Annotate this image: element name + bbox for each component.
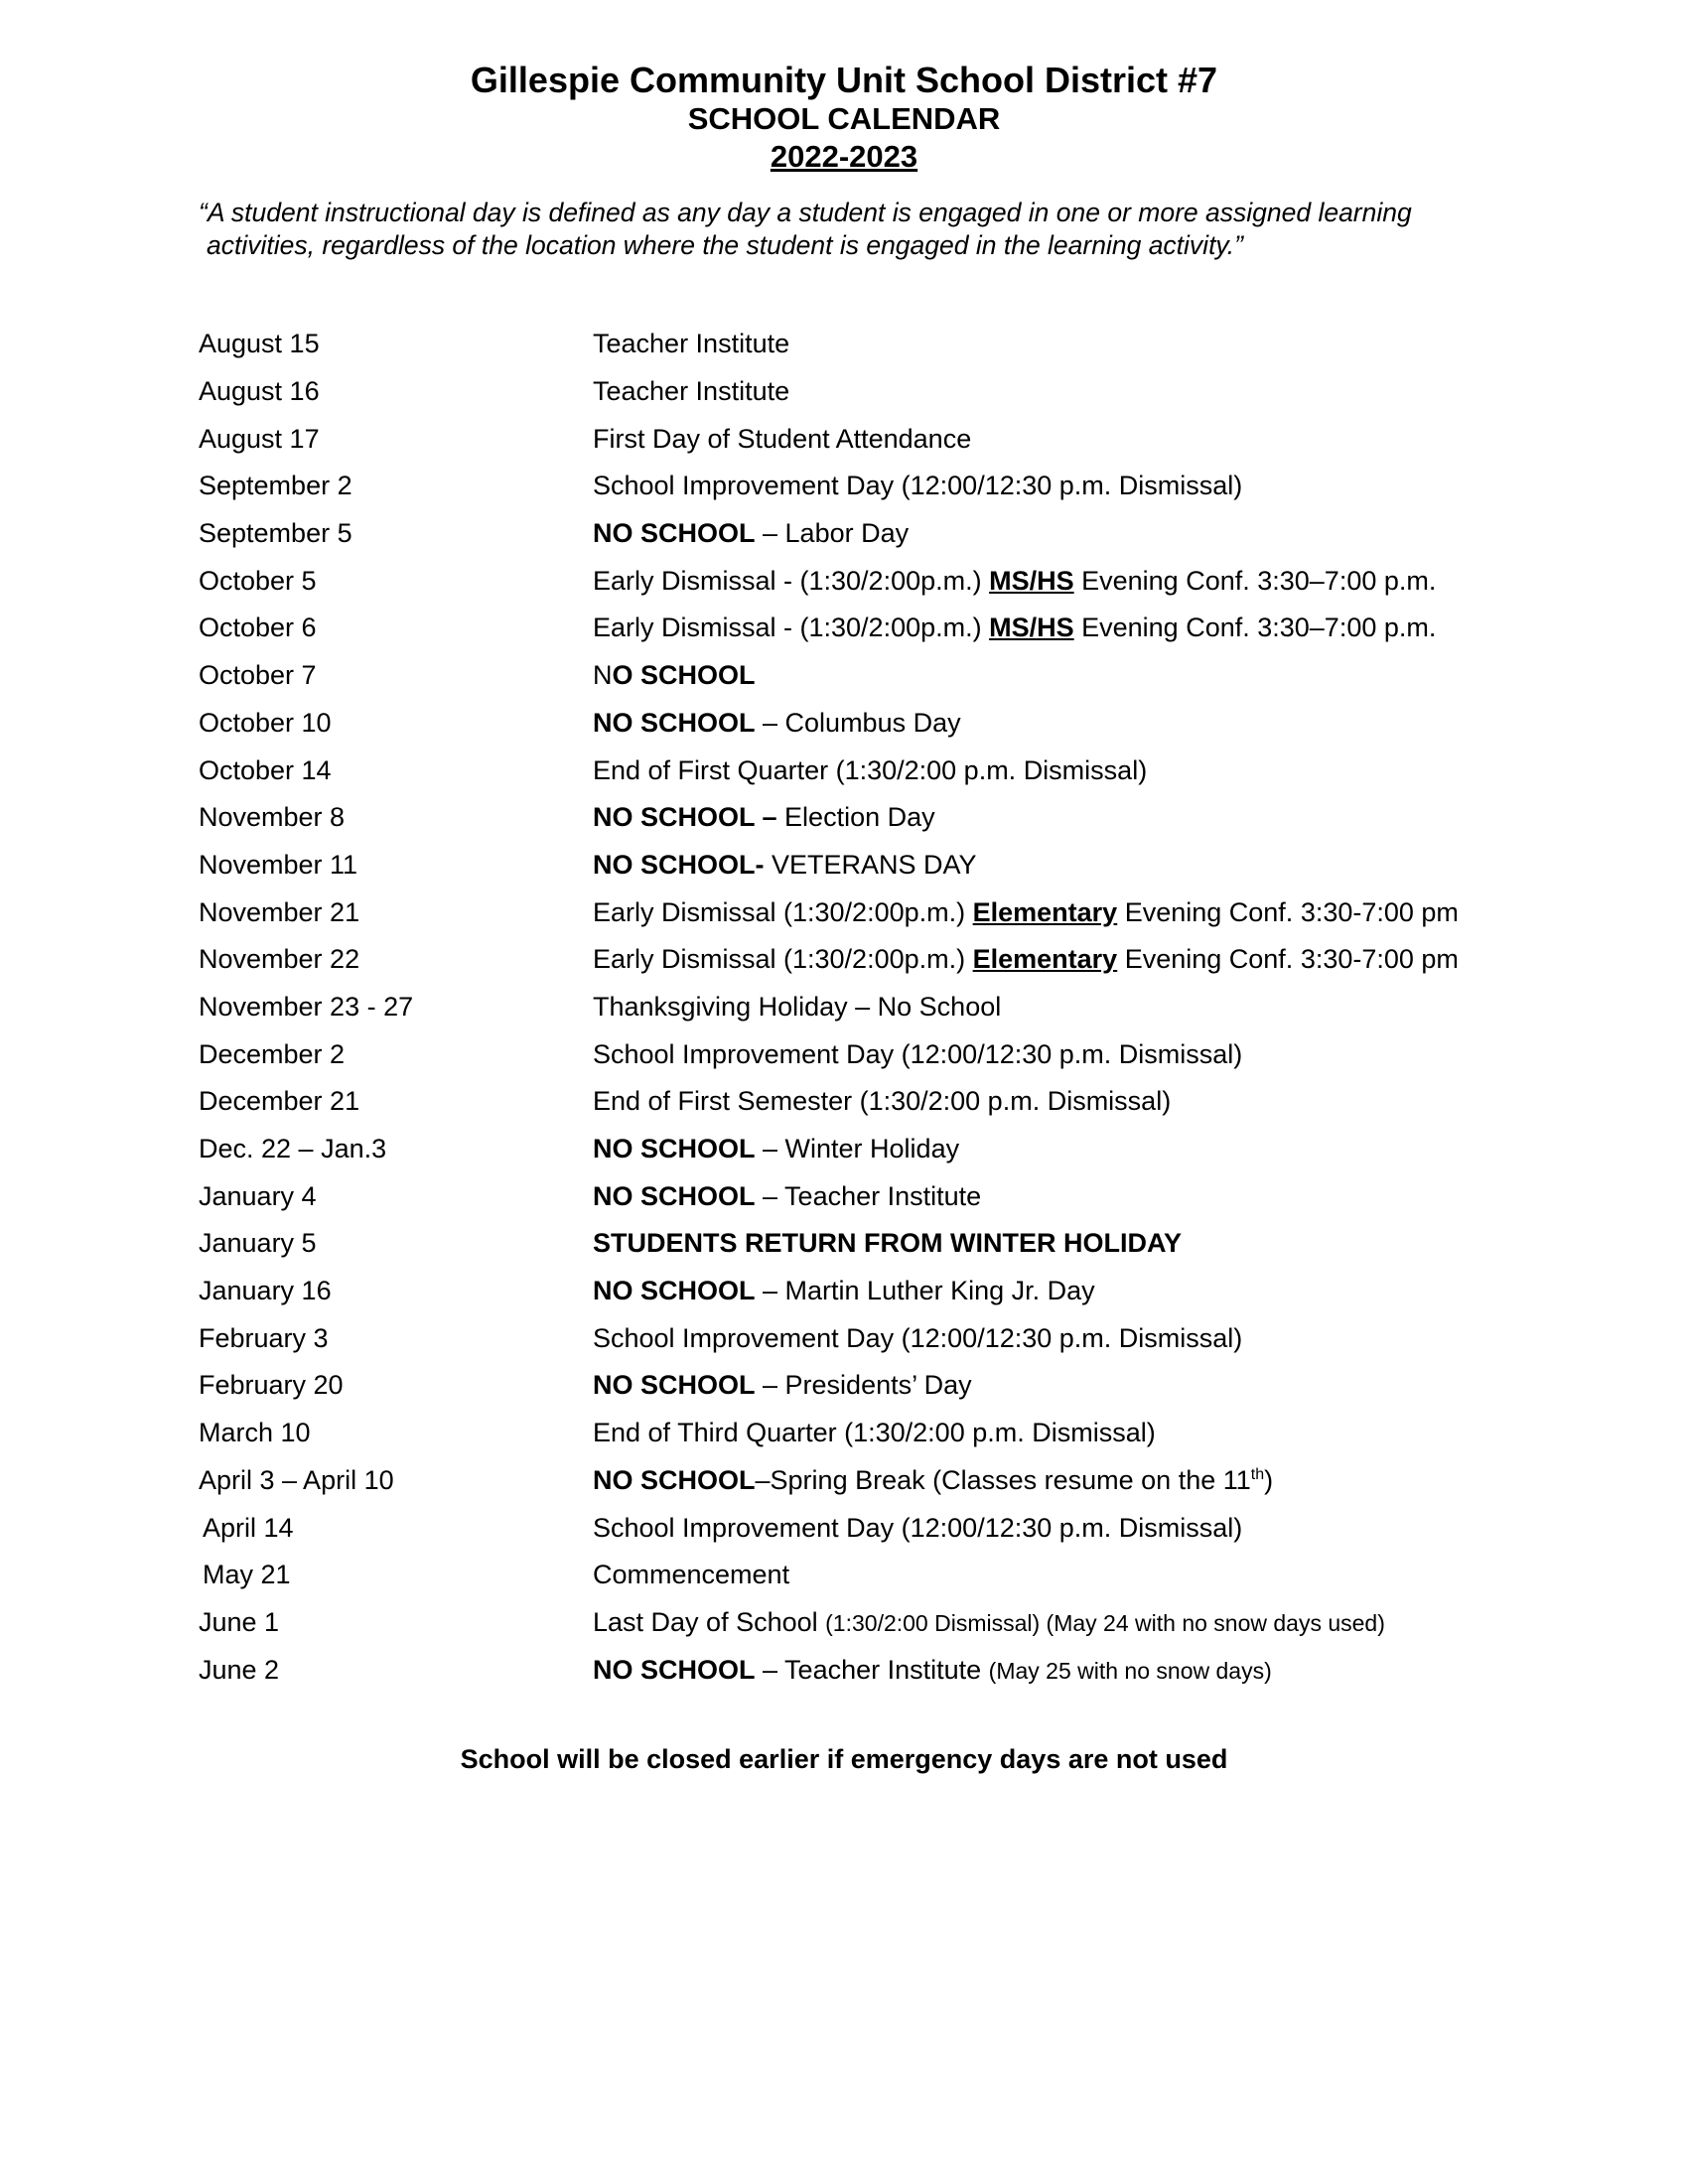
- audience-label: Elementary: [972, 944, 1118, 975]
- calendar-date: Dec. 22 – Jan.3: [199, 1134, 387, 1164]
- quote-line-1: “A student instructional day is defined as any day a student is engaged in one or more assigned learning: [199, 198, 1412, 227]
- event-text: School Improvement Day (12:00/12:30 p.m. Dismissal): [593, 471, 1243, 501]
- event-text: School Improvement Day (12:00/12:30 p.m. Dismissal): [593, 1512, 1243, 1543]
- calendar-date: August 17: [199, 423, 320, 454]
- calendar-event: [593, 1418, 1156, 1448]
- calendar-row: [199, 794, 1509, 842]
- calendar-event: [593, 802, 935, 833]
- audience-label: MS/HS: [989, 565, 1074, 596]
- instructional-day-definition: [199, 197, 1489, 262]
- calendar-date: June 1: [199, 1606, 280, 1637]
- calendar-row: [199, 936, 1509, 984]
- calendar-row: [199, 605, 1509, 652]
- event-emphasis: NO SCHOOL: [593, 1276, 756, 1306]
- event-text: – Winter Holiday: [755, 1134, 960, 1164]
- event-note: (May 25 with no snow days): [988, 1657, 1272, 1684]
- calendar-row: [199, 1220, 1509, 1268]
- event-text: End of First Semester (1:30/2:00 p.m. Dismissal): [593, 1086, 1172, 1117]
- event-text: – Martin Luther King Jr. Day: [755, 1276, 1095, 1306]
- calendar-date: October 10: [199, 707, 332, 738]
- calendar-date: January 5: [199, 1228, 317, 1259]
- event-emphasis: NO SCHOOL: [593, 518, 756, 549]
- event-emphasis: NO SCHOOL: [593, 707, 756, 738]
- audience-label: Elementary: [972, 896, 1118, 927]
- calendar-row: [199, 1599, 1509, 1647]
- calendar-row: [199, 1410, 1509, 1457]
- event-text: – Teacher Institute: [755, 1654, 989, 1685]
- event-text: – Teacher Institute: [755, 1180, 982, 1211]
- calendar-date: March 10: [199, 1418, 311, 1448]
- calendar-event: [593, 1607, 1385, 1638]
- calendar-date: November 8: [199, 802, 346, 833]
- calendar-event: [593, 1465, 1273, 1496]
- calendar-event: [593, 1276, 1095, 1306]
- event-text: N: [593, 660, 613, 691]
- calendar-date: January 16: [199, 1276, 332, 1306]
- calendar-row: [199, 1362, 1509, 1410]
- audience-label: MS/HS: [989, 613, 1074, 643]
- event-text: Early Dismissal (1:30/2:00p.m.): [593, 944, 973, 975]
- calendar-row: [199, 888, 1509, 936]
- event-text: – Labor Day: [755, 518, 910, 549]
- calendar-date: November 23 - 27: [199, 991, 414, 1022]
- calendar-row: [199, 747, 1509, 794]
- event-text: Evening Conf. 3:30-7:00 pm: [1117, 944, 1459, 975]
- calendar-date: April 3 – April 10: [199, 1464, 394, 1495]
- calendar-row: [199, 984, 1509, 1031]
- calendar-row: [199, 368, 1509, 416]
- calendar-event: [593, 471, 1242, 501]
- calendar-row: [199, 1314, 1509, 1362]
- calendar-row: [199, 1172, 1509, 1220]
- calendar-row: [199, 321, 1509, 368]
- event-text: First Day of Student Attendance: [593, 423, 972, 454]
- calendar-event: [593, 424, 971, 455]
- event-text: Early Dismissal - (1:30/2:00p.m.): [593, 565, 990, 596]
- quote-line-2: activities, regardless of the location where the student is engaged in the learning activity.”: [207, 230, 1243, 260]
- calendar-date: December 21: [199, 1086, 360, 1117]
- footer-note: School will be closed earlier if emergency days are not used: [460, 1744, 1228, 1774]
- event-text: Early Dismissal - (1:30/2:00p.m.): [593, 613, 990, 643]
- calendar-event: [593, 850, 977, 881]
- event-emphasis: NO SCHOOL: [593, 1464, 756, 1495]
- calendar-date: February 3: [199, 1322, 329, 1353]
- event-text: – Columbus Day: [755, 707, 961, 738]
- calendar-row: [199, 1552, 1509, 1599]
- event-emphasis: NO SCHOOL –: [593, 802, 777, 833]
- event-text: Evening Conf. 3:30-7:00 pm: [1117, 896, 1459, 927]
- calendar-event: [593, 1086, 1171, 1117]
- calendar-date: May 21: [203, 1560, 291, 1590]
- calendar-row: [199, 557, 1509, 605]
- calendar-event: [593, 944, 1459, 975]
- calendar-row: [199, 1646, 1509, 1694]
- calendar-date: October 7: [199, 660, 317, 691]
- calendar-event: [593, 613, 1436, 643]
- calendar-row: [199, 510, 1509, 558]
- calendar-event: [593, 1181, 981, 1212]
- calendar-event: [593, 566, 1436, 597]
- calendar-event: [593, 1228, 1182, 1259]
- school-year: 2022-2023: [770, 139, 918, 174]
- event-emphasis: O SCHOOL: [612, 660, 756, 691]
- event-text: Teacher Institute: [593, 329, 790, 359]
- calendar-event: [593, 660, 756, 691]
- ordinal-suffix: th: [1250, 1465, 1265, 1483]
- event-text: Election Day: [776, 802, 935, 833]
- calendar-row: [199, 463, 1509, 510]
- calendar-row: [199, 1078, 1509, 1126]
- calendar-row: [199, 1126, 1509, 1173]
- event-text: Thanksgiving Holiday – No School: [593, 991, 1002, 1022]
- event-emphasis: NO SCHOOL: [593, 1654, 756, 1685]
- event-text: – Presidents’ Day: [755, 1370, 972, 1401]
- calendar-date: November 21: [199, 896, 360, 927]
- event-emphasis: NO SCHOOL-: [593, 849, 765, 880]
- event-text: School Improvement Day (12:00/12:30 p.m. Dismissal): [593, 1322, 1243, 1353]
- calendar-row: [199, 415, 1509, 463]
- event-emphasis: NO SCHOOL: [593, 1134, 756, 1164]
- calendar-row: [199, 1457, 1509, 1505]
- calendar-row: [199, 1030, 1509, 1078]
- calendar-event: [593, 1323, 1242, 1354]
- event-text: Last Day of School: [593, 1606, 826, 1637]
- calendar-subtitle: SCHOOL CALENDAR: [687, 101, 1001, 136]
- event-note: (1:30/2:00 Dismissal) (May 24 with no snow days used): [825, 1609, 1385, 1636]
- calendar-date: October 14: [199, 754, 332, 785]
- event-emphasis: NO SCHOOL: [593, 1180, 756, 1211]
- event-emphasis: STUDENTS RETURN FROM WINTER HOLIDAY: [593, 1228, 1182, 1259]
- event-text: Teacher Institute: [593, 376, 790, 407]
- event-text: Early Dismissal (1:30/2:00p.m.): [593, 896, 973, 927]
- calendar-row: [199, 1504, 1509, 1552]
- event-text: –Spring Break (Classes resume on the 11: [755, 1464, 1251, 1495]
- event-text: End of First Quarter (1:30/2:00 p.m. Dismissal): [593, 754, 1148, 785]
- event-text: VETERANS DAY: [764, 849, 977, 880]
- calendar-row: [199, 652, 1509, 700]
- calendar-event: [593, 376, 789, 407]
- calendar-event: [593, 1655, 1272, 1686]
- calendar-date: June 2: [199, 1654, 280, 1685]
- event-text: End of Third Quarter (1:30/2:00 p.m. Dismissal): [593, 1418, 1156, 1448]
- calendar-date: August 15: [199, 329, 320, 359]
- calendar-date: February 20: [199, 1370, 344, 1401]
- calendar-date: November 11: [199, 849, 358, 880]
- calendar-date: October 6: [199, 613, 317, 643]
- calendar-event: [593, 897, 1459, 928]
- calendar-event: [593, 518, 909, 549]
- calendar-date: November 22: [199, 944, 360, 975]
- calendar-date: January 4: [199, 1180, 317, 1211]
- event-text: Evening Conf. 3:30–7:00 p.m.: [1073, 565, 1437, 596]
- event-emphasis: NO SCHOOL: [593, 1370, 756, 1401]
- calendar-event: [593, 1039, 1242, 1070]
- event-text: Commencement: [593, 1560, 790, 1590]
- calendar-event: [593, 1513, 1242, 1544]
- calendar-row: [199, 842, 1509, 889]
- calendar-row: [199, 1268, 1509, 1315]
- calendar-date: September 2: [199, 471, 352, 501]
- calendar-event: [593, 329, 789, 359]
- calendar-event: [593, 708, 961, 739]
- page-header: [0, 60, 1688, 177]
- calendar-date: December 2: [199, 1038, 346, 1069]
- calendar-date: April 14: [203, 1512, 294, 1543]
- calendar-event: [593, 992, 1001, 1023]
- calendar-date: October 5: [199, 565, 317, 596]
- event-text: Evening Conf. 3:30–7:00 p.m.: [1073, 613, 1437, 643]
- calendar-date: September 5: [199, 518, 352, 549]
- calendar-event: [593, 1134, 959, 1164]
- calendar-date: August 16: [199, 376, 320, 407]
- event-text: School Improvement Day (12:00/12:30 p.m. Dismissal): [593, 1038, 1243, 1069]
- calendar-event: [593, 755, 1147, 786]
- event-text: ): [1264, 1464, 1274, 1495]
- calendar-row: [199, 700, 1509, 748]
- calendar-list: [199, 321, 1509, 1694]
- calendar-event: [593, 1560, 789, 1590]
- district-title: Gillespie Community Unit School District #7: [470, 60, 1218, 100]
- calendar-event: [593, 1370, 972, 1401]
